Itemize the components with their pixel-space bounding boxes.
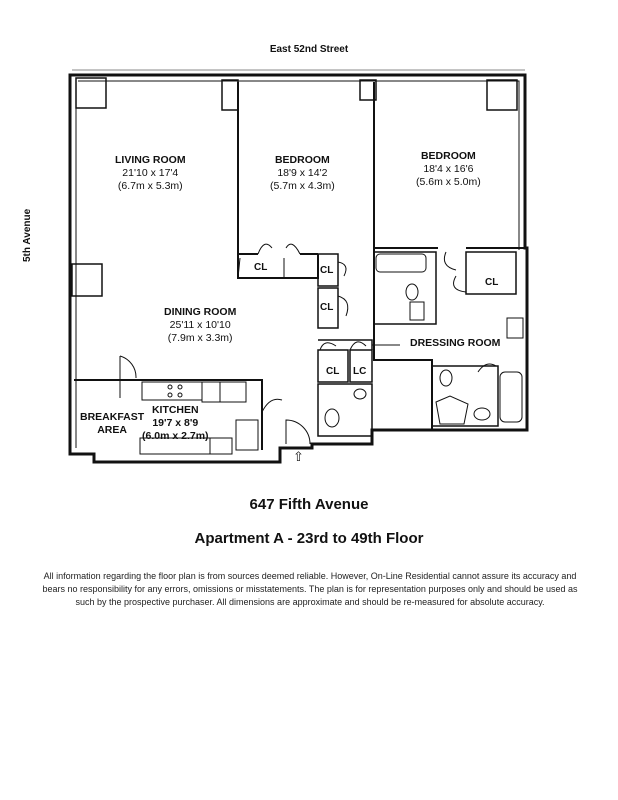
toilet <box>406 284 418 300</box>
breakfast-area-label <box>80 411 144 437</box>
dining-room-label <box>164 306 236 345</box>
closet-label: CL <box>320 302 334 313</box>
room-name: LIVING ROOM <box>115 154 186 166</box>
closet-label: CL <box>326 366 340 377</box>
room-dim-imperial: 18'9 x 14'2 <box>277 167 328 179</box>
bedroom-2-label <box>416 150 481 189</box>
room-dim-metric: (6.0m x 2.7m) <box>142 430 209 442</box>
room-name-line2: AREA <box>97 424 127 436</box>
room-dim-imperial: 21'10 x 17'4 <box>122 167 179 179</box>
room-dim-metric: (5.7m x 4.3m) <box>270 180 335 192</box>
toilet <box>440 370 452 386</box>
toilet <box>325 409 339 427</box>
room-dim-imperial: 18'4 x 16'6 <box>423 163 474 175</box>
room-dim-metric: (5.6m x 5.0m) <box>416 176 481 188</box>
living-room-label <box>115 154 186 193</box>
room-dim-imperial: 19'7 x 8'9 <box>152 417 199 429</box>
sink <box>507 318 523 338</box>
kitchen-label <box>142 404 209 443</box>
pier <box>487 80 517 110</box>
address-title: 647 Fifth Avenue <box>249 496 369 513</box>
closet-label: CL <box>254 262 268 273</box>
street-label: East 52nd Street <box>269 44 349 55</box>
room-dim-metric: (6.7m x 5.3m) <box>117 180 183 192</box>
pier <box>76 78 106 108</box>
room-name: BEDROOM <box>274 154 330 166</box>
linen-closet-label: LC <box>353 366 367 377</box>
room-name-line1: BREAKFAST <box>80 411 145 423</box>
dressing-room-label <box>410 337 500 350</box>
outer-wall <box>70 75 527 462</box>
closet-label: CL <box>320 265 334 276</box>
room-name: BEDROOM <box>420 150 476 162</box>
bedroom-1-label <box>270 154 335 193</box>
room-name: DINING ROOM <box>164 306 237 318</box>
bathtub <box>376 254 426 272</box>
sink <box>354 389 366 399</box>
bathtub <box>500 372 522 422</box>
pier <box>222 80 238 110</box>
room-name: DRESSING ROOM <box>410 337 501 349</box>
room-dim-metric: (7.9m x 3.3m) <box>167 332 233 344</box>
apartment-title: Apartment A - 23rd to 49th Floor <box>194 530 424 547</box>
sink <box>410 302 424 320</box>
entry-arrow-icon: ⇧ <box>293 449 304 464</box>
room-dim-imperial: 25'11 x 10'10 <box>169 319 231 331</box>
shower <box>436 396 468 424</box>
disclaimer-text: All information regarding the floor plan is from sources deemed reliable. However, On-Line Residential cannot assure its accuracy and bears no responsibility for any errors, omissions or misstatements. The plan is for representation purposes only and should be used as such by the prospective purchaser. All dimensions are approximate and should be re-measured for absolute accuracy. <box>42 571 578 607</box>
closet-label: CL <box>485 277 499 288</box>
counter <box>142 382 202 400</box>
avenue-label: 5th Avenue <box>22 208 33 262</box>
sink <box>474 408 490 420</box>
room-name: KITCHEN <box>151 404 199 416</box>
